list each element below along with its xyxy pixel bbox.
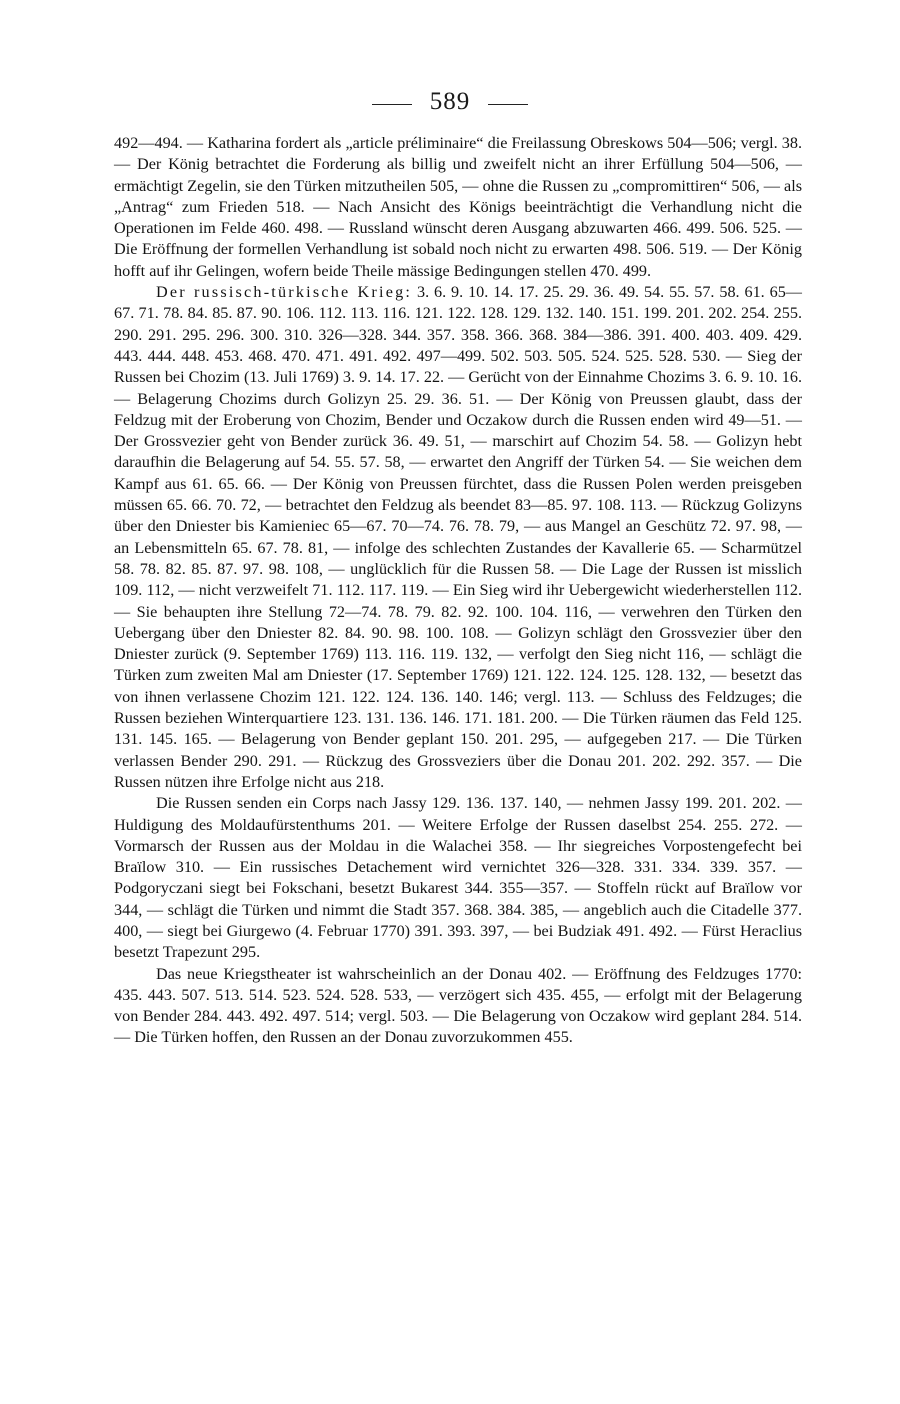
index-paragraph-3: Die Russen senden ein Corps nach Jassy 129. 136. 137. 140, — nehmen Jassy 199. 201. 202. — Huldigung des Moldaufürstenthums 201. — Weitere Erfolge der Russen daselbst 254. 255. 272. — Vormarsch der Russen aus der Moldau in die Walachei 358. — Ihr siegreiches Vorpostengefecht bei Braïlow 310. — Ein russisches Detachement wird vernichtet 326—328. 331. 334. 339. 357. — Podgoryczani siegt bei Fokschani, besetzt Bukarest 344. 355—357. — Stoffeln rückt auf Braïlow vor 344, — schlägt die Türken und nimmt die Stadt 357. 368. 384. 385, — angeblich auch die Citadelle 377. 400, — siegt bei Giurgewo (4. Februar 1770) 391. 393. 397, — bei Budziak 491. 492. — Fürst Heraclius besetzt Trapezunt 295.: [114, 794, 802, 962]
index-text-body: [114, 133, 802, 1049]
index-paragraph-1: 492—494. — Katharina fordert als „article préliminaire“ die Freilassung Obreskows 504—506; vergl. 38. — Der König betrachtet die Forderung als billig und zweifelt nicht an ihrer Erfüllung 504—506, — ermächtigt Zegelin, sie den Türken mitzutheilen 505, — ohne die Russen zu „compromittiren“ 506, — als „Antrag“ zum Frieden 518. — Nach Ansicht des Königs beeinträchtigt die Verhandlung nicht die Operationen im Felde 460. 498. — Russland wünscht deren Ausgang abzuwarten 466. 499. 506. 525. — Die Eröffnung der formellen Verhandlung ist sobald noch nicht zu erwarten 498. 506. 519. — Der König hofft auf ihr Gelingen, wofern beide Theile mässige Bedingungen stellen 470. 499.: [114, 134, 802, 280]
index-paragraph-4: Das neue Kriegstheater ist wahrscheinlich an der Donau 402. — Eröffnung des Feldzuges 1770: 435. 443. 507. 513. 514. 523. 524. 528. 533, — verzögert sich 435. 455, — erfolgt mit der Belagerung von Bender 284. 443. 492. 497. 514; vergl. 503. — Die Belagerung von Oczakow wird geplant 284. 514. — Die Türken hoffen, den Russen an der Donau zuvorzukommen 455.: [114, 964, 802, 1047]
index-entry-text: 3. 6. 9. 10. 14. 17. 25. 29. 36. 49. 54. 55. 57. 58. 61. 65—67. 71. 78. 84. 85. 87. 90. 106. 112. 113. 116. 121. 122. 128. 129. 132. 140. 151. 199. 201. 202. 254. 255. 290. 291. 295. 296. 300. 310. 326—328. 344. 357. 358. 366. 368. 384—386. 391. 400. 403. 409. 429. 443. 444. 448. 453. 468. 470. 471. 491. 492. 497—499. 502. 503. 505. 524. 525. 528. 530. — Sieg der Russen bei Chozim (13. Juli 1769) 3. 9. 14. 17. 22. — Gerücht von der Einnahme Chozims 3. 6. 9. 10. 16. — Belagerung Chozims durch Golizyn 25. 29. 36. 51. — Der König von Preussen glaubt, dass der Feldzug mit der Eroberung von Chozim, Bender und Oczakow durch die Russen enden wird 49—51. — Der Grossvezier geht von Bender zurück 36. 49. 51, — marschirt auf Chozim 54. 58. — Golizyn hebt daraufhin die Belagerung auf 54. 55. 57. 58, — erwartet den Angriff der Türken 54. — Sie weichen dem Kampf aus 61. 65. 66. — Der König von Preussen fürchtet, dass die Russen Polen werden preisgeben müssen 65. 66. 70. 72, — betrachtet den Feldzug als beendet 83—85. 97. 108. 113. — Rückzug Golizyns über den Dniester bis Kamieniec 65—67. 70—74. 76. 78. 79, — aus Mangel an Geschütz 72. 97. 98, — an Lebensmitteln 65. 67. 78. 81, — infolge des schlechten Zustandes der Kavallerie 65. — Scharmützel 58. 78. 82. 85. 87. 97. 98. 108, — unglücklich für die Russen 58. — Die Lage der Russen ist misslich 109. 112, — nicht verzweifelt 71. 112. 117. 119. — Ein Sieg wird ihr Uebergewicht wiederherstellen 112. — Sie behaupten ihre Stellung 72—74. 78. 79. 82. 92. 100. 104. 116, — verwehren den Türken den Uebergang über den Dniester 82. 84. 90. 98. 100. 108. — Golizyn schlägt den Grossvezier über den Dniester zurück (9. September 1769) 113. 116. 119. 132, — verfolgt den Sieg nicht 116, — schlägt die Türken zum zweiten Mal am Dniester (17. September 1769) 121. 122. 124. 125. 128. 132, — besetzt das von ihnen verlassene Chozim 121. 122. 124. 136. 140. 146; vergl. 113. — Schluss des Feldzuges; die Russen beziehen Winterquartiere 123. 131. 136. 146. 171. 181. 200. — Die Türken räumen das Feld 125. 131. 145. 165. — Belagerung von Bender geplant 150. 201. 295, — aufgegeben 217. — Die Türken verlassen Bender 290. 291. — Rückzug des Grossveziers über die Donau 201. 202. 292. 357. — Die Russen nützen ihre Erfolge nicht aus 218.: [114, 283, 802, 791]
header-rule-left: [372, 104, 412, 105]
header-rule-right: [488, 104, 528, 105]
index-entry-heading: Der russisch-türkische Krieg:: [156, 283, 413, 302]
page-number: 589: [429, 88, 471, 115]
index-paragraph-2: [114, 282, 802, 793]
page-header: [0, 82, 900, 122]
